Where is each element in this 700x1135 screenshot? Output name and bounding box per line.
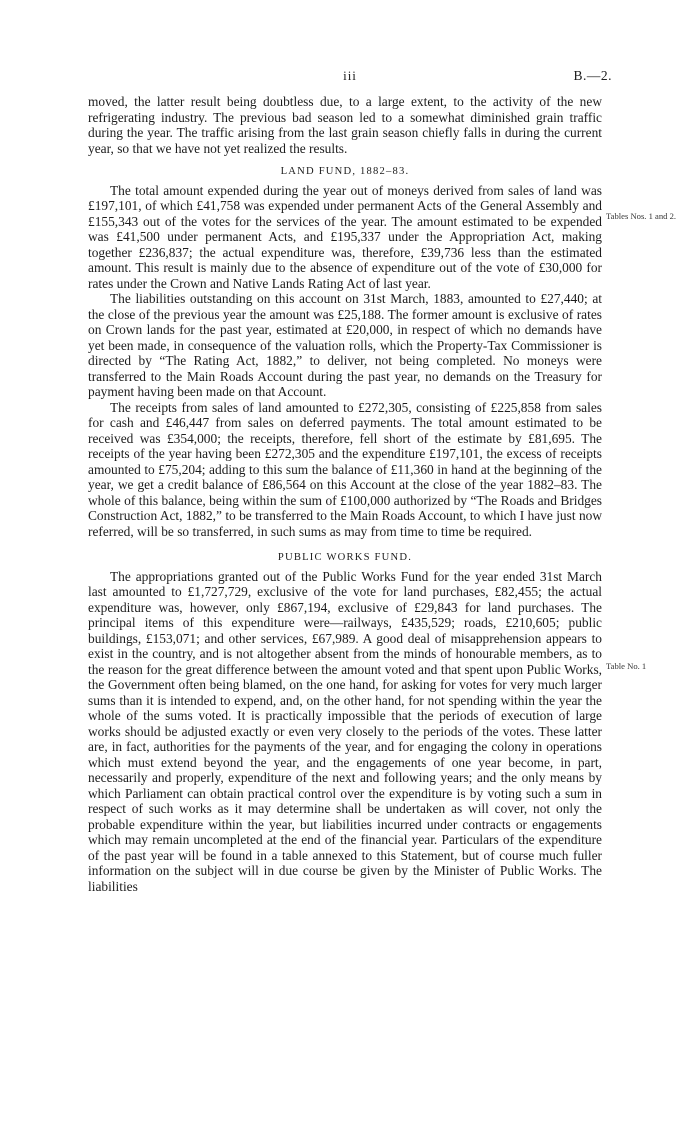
public-works-heading: PUBLIC WORKS FUND. [277,552,413,563]
margin-note-public-works: Table No. 1 [606,661,647,671]
land-fund-paragraph-3: The receipts from sales of land amounted to £272,305, consisting of £225,858 from sales for cash and £46,447 from sales on deferred payments. The total amount estimated to be received was £354,000; the receipts, therefore, fell short of the estimate by £81,695. The receipts of the year having been £272,305 and the expenditure £197,101, the excess of receipts amounted to £75,204; adding to this sum the balance of £11,360 in hand at the beginning of the year, we get a credit balance of £86,564 on this Account at the close of the year 1882–83. The whole of this balance, being within the sum of £100,000 authorized by “The Roads and Bridges Construction Act, 1882,” to be transferred to the Main Roads Account, to which I have just now referred, will be so transferred, in such sums as may from time to time be required. [88,399,602,539]
page-header [0,68,700,88]
land-fund-heading: LAND FUND, 1882–83. [280,166,410,177]
land-fund-paragraph-1: The total amount expended during the year out of moneys derived from sales of land was £197,101, of which £41,758 was expended under permanent Acts of the General Assembly and £155,343 out of the votes for the services of the year. The amount estimated to be expended was £41,500 under permanent Acts, and £195,337 under the Appropriation Act, making together £236,837; the actual expenditure was, therefore, £39,736 less than the estimated amount. This result is mainly due to the absence of expenditure out of the vote of £30,000 for rates under the Crown and Native Lands Rating Act of last year. [88,182,602,291]
body-text [88,94,602,894]
page-number: iii [343,68,357,83]
margin-note-land-fund: Tables Nos. 1 and 2. [606,211,677,221]
document-reference: B.—2. [573,68,612,83]
opening-paragraph: moved, the latter result being doubtless due, to a large extent, to the activity of the new refrigerating industry. The previous bad season led to a somewhat diminished grain traffic during the year. The traffic arising from the last grain season chiefly falls in during the current year, so that we have not yet realized the results. [88,94,602,156]
land-fund-paragraph-2: The liabilities outstanding on this account on 31st March, 1883, amounted to £27,440; at the close of the previous year the amount was £25,188. The former amount is exclusive of rates on Crown lands for the past year, estimated at £20,000, in respect of which no demands have yet been made, in consequence of the valuation rolls, which the Property-Tax Commissioner is directed by “The Rating Act, 1882,” to deliver, not being completed. No moneys were transferred to the Main Roads Account during the past year, no demands on the Treasury for payment having been made on that Account. [88,291,602,399]
public-works-paragraph-1: The appropriations granted out of the Public Works Fund for the year ended 31st March last amounted to £1,727,729, exclusive of the vote for land purchases, £82,455; the actual expenditure was, however, only £867,194, exclusive of £29,843 for land purchases. The principal items of this expenditure were—railways, £435,529; roads, £210,605; public buildings, £153,071; and other services, £67,989. A good deal of misapprehension appears to exist in the country, and is not altogether absent from the minds of honourable members, as to the reason for the great difference between the amount voted and that spent upon Public Works, the Government often being blamed, on the one hand, for asking for votes for very much larger sums than it is intended to expend, and, on the other hand, for not spending within the year the whole of the sums voted. It is practically impossible that the periods of execution of large works should be adjusted exactly or even very closely to the periods of the votes. These latter are, in fact, authorities for the payments of the year, and for engaging the colony in operations which must extend beyond the year, and the engagements of one year become, in part, necessarily and properly, expenditure of the next and following years; and the only means by which Parliament can obtain practical control over the expenditure is by voting such a sum in respect of such works as it may determine shall be undertaken as will cover, not only the probable expenditure within the year, but liabilities incurred under contracts or engagements which may remain uncompleted at the end of the financial year. Particulars of the expenditure of the past year will be found in a table annexed to this Statement, but of course much fuller information on the subject will in due course be given by the Minister of Public Works. The liabilities [88,568,602,894]
